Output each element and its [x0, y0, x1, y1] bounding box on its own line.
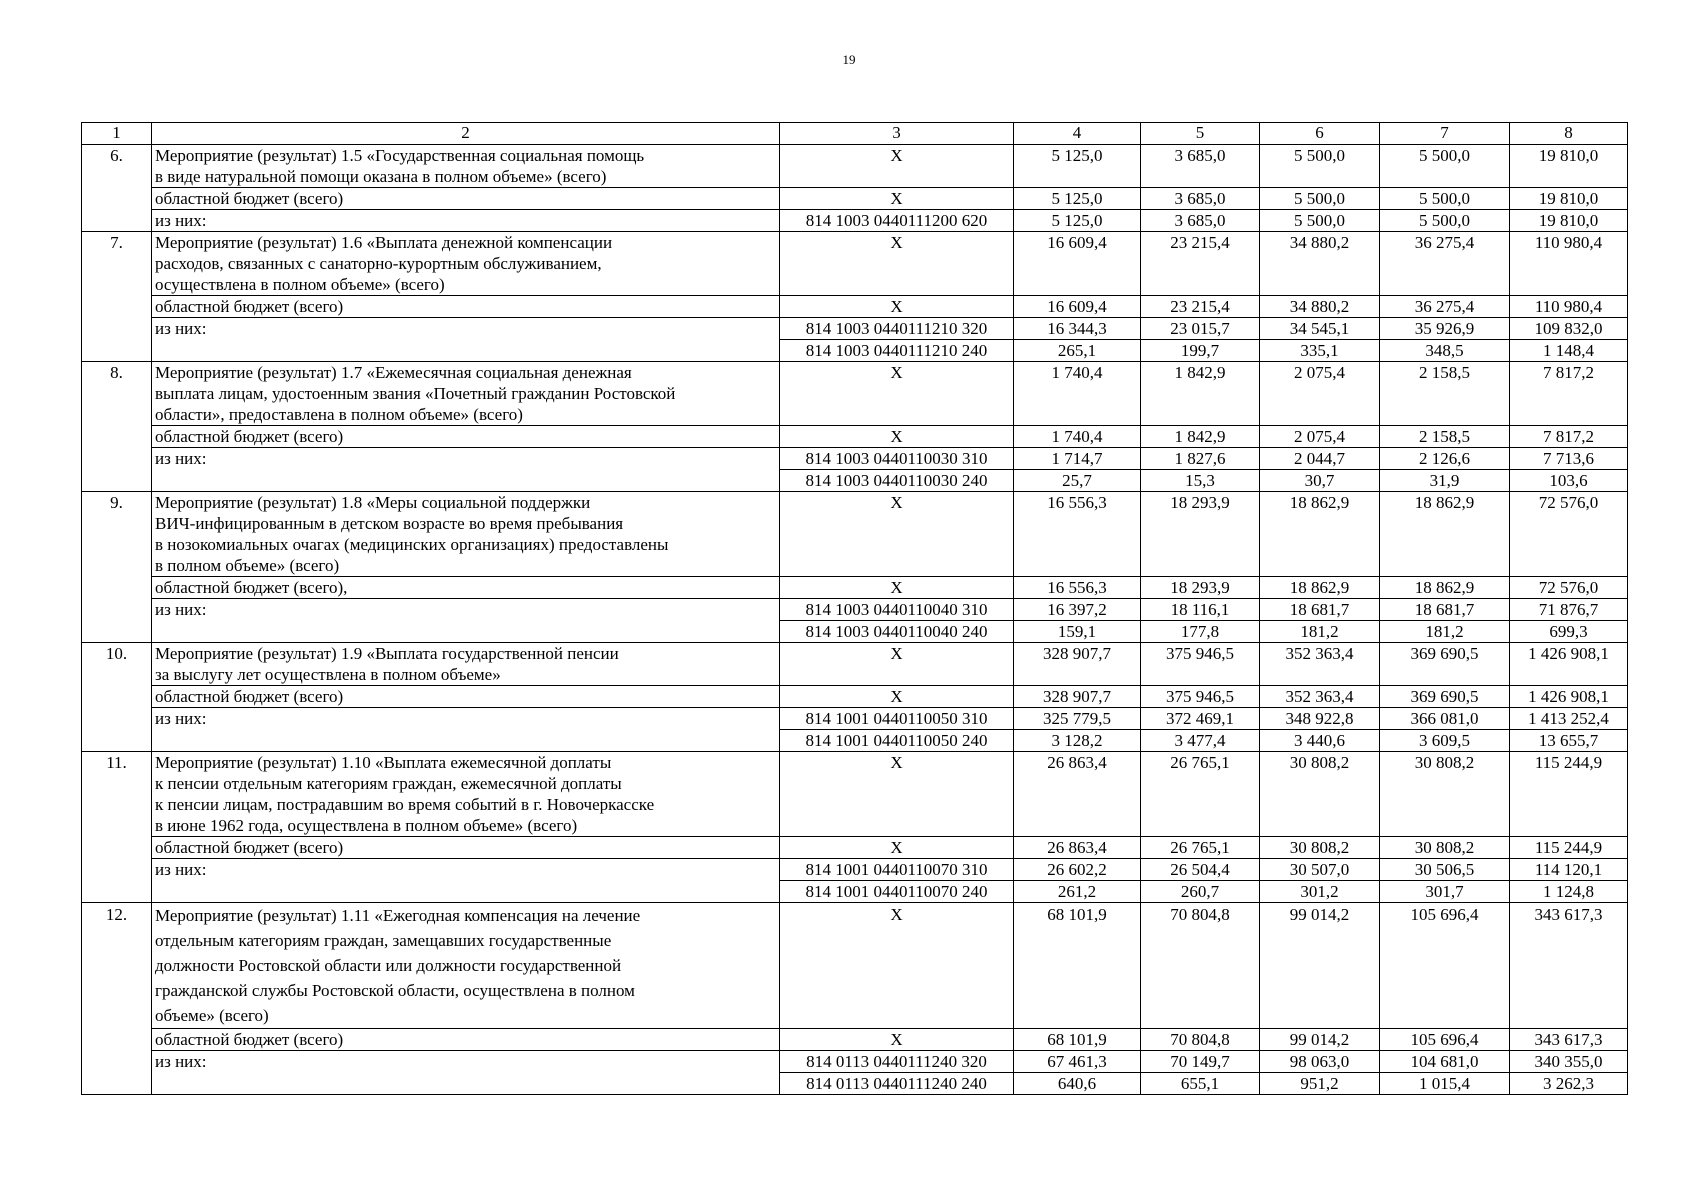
amount-cell: 26 863,4 [1014, 752, 1141, 837]
measure-title-line: расходов, связанных с санаторно-курортным обслуживанием, [155, 254, 602, 273]
amount-cell: 18 681,7 [1260, 599, 1380, 621]
amount-cell: 18 116,1 [1141, 599, 1260, 621]
amount-cell: 5 500,0 [1380, 145, 1510, 188]
measure-title-line: к пенсии отдельным категориям граждан, ежемесячной доплаты [155, 774, 622, 793]
amount-cell: 30 808,2 [1380, 837, 1510, 859]
budget-code: X [780, 686, 1014, 708]
amount-cell: 2 075,4 [1260, 426, 1380, 448]
header-cell: 5 [1141, 123, 1260, 145]
sub-label: из них: [152, 210, 780, 232]
amount-cell: 16 397,2 [1014, 599, 1141, 621]
header-cell: 2 [152, 123, 780, 145]
amount-cell: 36 275,4 [1380, 296, 1510, 318]
amount-cell: 23 215,4 [1141, 296, 1260, 318]
amount-cell: 7 817,2 [1510, 362, 1628, 426]
amount-cell: 99 014,2 [1260, 903, 1380, 1029]
budget-code: X [780, 426, 1014, 448]
amount-cell: 30,7 [1260, 470, 1380, 492]
header-cell: 7 [1380, 123, 1510, 145]
amount-cell: 16 609,4 [1014, 232, 1141, 296]
amount-cell: 68 101,9 [1014, 903, 1141, 1029]
amount-cell: 34 545,1 [1260, 318, 1380, 340]
amount-cell: 2 075,4 [1260, 362, 1380, 426]
measure-title-line: отдельным категориям граждан, замещавших государственные [155, 931, 612, 950]
budget-code: 814 1003 0440110040 240 [780, 621, 1014, 643]
measure-row [82, 643, 1628, 686]
amount-cell: 1 740,4 [1014, 426, 1141, 448]
budget-code: X [780, 296, 1014, 318]
amount-cell: 3 128,2 [1014, 730, 1141, 752]
amount-cell: 114 120,1 [1510, 859, 1628, 881]
amount-cell: 5 500,0 [1260, 145, 1380, 188]
amount-cell: 105 696,4 [1380, 903, 1510, 1029]
amount-cell: 16 556,3 [1014, 492, 1141, 577]
budget-code: 814 1003 0440110040 310 [780, 599, 1014, 621]
measure-title-line: в июне 1962 года, осуществлена в полном объеме» (всего) [155, 816, 578, 835]
measure-title-line: гражданской службы Ростовской области, осуществлена в полном [155, 981, 635, 1000]
amount-cell: 5 125,0 [1014, 145, 1141, 188]
amount-cell: 369 690,5 [1380, 643, 1510, 686]
budget-label: областной бюджет (всего) [152, 426, 780, 448]
budget-code: 814 1003 0440111210 240 [780, 340, 1014, 362]
amount-cell: 26 863,4 [1014, 837, 1141, 859]
amount-cell: 348,5 [1380, 340, 1510, 362]
amount-cell: 181,2 [1260, 621, 1380, 643]
amount-cell: 343 617,3 [1510, 1029, 1628, 1051]
amount-cell: 67 461,3 [1014, 1051, 1141, 1073]
header-cell: 4 [1014, 123, 1141, 145]
measure-row [82, 752, 1628, 837]
sub-label: из них: [152, 708, 780, 752]
amount-cell: 23 015,7 [1141, 318, 1260, 340]
row-number: 9. [82, 492, 152, 643]
measure-title-line: за выслугу лет осуществлена в полном объеме» [155, 665, 501, 684]
measure-row [82, 362, 1628, 426]
budget-code: X [780, 577, 1014, 599]
amount-cell: 70 149,7 [1141, 1051, 1260, 1073]
amount-cell: 25,7 [1014, 470, 1141, 492]
amount-cell: 19 810,0 [1510, 145, 1628, 188]
amount-cell: 369 690,5 [1380, 686, 1510, 708]
header-cell: 8 [1510, 123, 1628, 145]
measure-row [82, 492, 1628, 577]
budget-code: X [780, 232, 1014, 296]
amount-cell: 1 124,8 [1510, 881, 1628, 903]
amount-cell: 260,7 [1141, 881, 1260, 903]
measure-title-line: Мероприятие (результат) 1.7 «Ежемесячная социальная денежная [155, 363, 632, 382]
sub-label: из них: [152, 448, 780, 492]
amount-cell: 5 500,0 [1260, 210, 1380, 232]
measure-row [82, 232, 1628, 296]
amount-cell: 301,2 [1260, 881, 1380, 903]
amount-cell: 1 827,6 [1141, 448, 1260, 470]
budget-label: областной бюджет (всего) [152, 686, 780, 708]
measure-title-line: осуществлена в полном объеме» (всего) [155, 275, 445, 294]
amount-cell: 5 500,0 [1380, 188, 1510, 210]
amount-cell: 68 101,9 [1014, 1029, 1141, 1051]
budget-table-body [82, 123, 1628, 1095]
measure-title-line: выплата лицам, удостоенным звания «Почетный гражданин Ростовской [155, 384, 676, 403]
amount-cell: 159,1 [1014, 621, 1141, 643]
amount-cell: 71 876,7 [1510, 599, 1628, 621]
budget-code: X [780, 492, 1014, 577]
amount-cell: 3 477,4 [1141, 730, 1260, 752]
amount-cell: 372 469,1 [1141, 708, 1260, 730]
budget-code: 814 1001 0440110070 310 [780, 859, 1014, 881]
amount-cell: 31,9 [1380, 470, 1510, 492]
header-cell: 6 [1260, 123, 1380, 145]
sub-label: из них: [152, 599, 780, 643]
amount-cell: 2 126,6 [1380, 448, 1510, 470]
measure-title [152, 903, 780, 1029]
amount-cell: 5 125,0 [1014, 210, 1141, 232]
amount-cell: 72 576,0 [1510, 577, 1628, 599]
amount-cell: 328 907,7 [1014, 643, 1141, 686]
budget-code: X [780, 188, 1014, 210]
expense-code-row [82, 599, 1628, 621]
amount-cell: 1 842,9 [1141, 362, 1260, 426]
measure-title [152, 362, 780, 426]
amount-cell: 3 685,0 [1141, 210, 1260, 232]
sub-label: из них: [152, 318, 780, 362]
amount-cell: 115 244,9 [1510, 837, 1628, 859]
budget-code: X [780, 362, 1014, 426]
amount-cell: 26 765,1 [1141, 752, 1260, 837]
amount-cell: 335,1 [1260, 340, 1380, 362]
amount-cell: 181,2 [1380, 621, 1510, 643]
expense-code-row [82, 708, 1628, 730]
amount-cell: 30 506,5 [1380, 859, 1510, 881]
expense-code-row [82, 1051, 1628, 1073]
amount-cell: 70 804,8 [1141, 903, 1260, 1029]
amount-cell: 103,6 [1510, 470, 1628, 492]
expense-code-row [82, 318, 1628, 340]
measure-title-line: ВИЧ-инфицированным в детском возрасте во время пребывания [155, 514, 624, 533]
amount-cell: 35 926,9 [1380, 318, 1510, 340]
amount-cell: 98 063,0 [1260, 1051, 1380, 1073]
amount-cell: 110 980,4 [1510, 232, 1628, 296]
amount-cell: 70 804,8 [1141, 1029, 1260, 1051]
budget-code: X [780, 752, 1014, 837]
measure-title-line: в виде натуральной помощи оказана в полном объеме» (всего) [155, 167, 607, 186]
amount-cell: 2 158,5 [1380, 362, 1510, 426]
measure-title-line: объеме» (всего) [155, 1006, 269, 1025]
amount-cell: 1 148,4 [1510, 340, 1628, 362]
amount-cell: 352 363,4 [1260, 643, 1380, 686]
amount-cell: 3 685,0 [1141, 145, 1260, 188]
amount-cell: 328 907,7 [1014, 686, 1141, 708]
amount-cell: 1 714,7 [1014, 448, 1141, 470]
budget-label: областной бюджет (всего) [152, 296, 780, 318]
measure-title-line: Мероприятие (результат) 1.10 «Выплата ежемесячной доплаты [155, 753, 612, 772]
amount-cell: 16 344,3 [1014, 318, 1141, 340]
amount-cell: 110 980,4 [1510, 296, 1628, 318]
measure-title [152, 145, 780, 188]
amount-cell: 1 413 252,4 [1510, 708, 1628, 730]
amount-cell: 2 044,7 [1260, 448, 1380, 470]
amount-cell: 375 946,5 [1141, 686, 1260, 708]
measure-title-line: в полном объеме» (всего) [155, 556, 340, 575]
row-number: 12. [82, 903, 152, 1095]
measure-title-line: к пенсии лицам, пострадавшим во время событий в г. Новочеркасске [155, 795, 655, 814]
amount-cell: 3 609,5 [1380, 730, 1510, 752]
amount-cell: 366 081,0 [1380, 708, 1510, 730]
measure-title-line: Мероприятие (результат) 1.8 «Меры социальной поддержки [155, 493, 591, 512]
budget-code: X [780, 837, 1014, 859]
amount-cell: 16 556,3 [1014, 577, 1141, 599]
amount-cell: 1 740,4 [1014, 362, 1141, 426]
budget-code: X [780, 903, 1014, 1029]
regional-budget-row [82, 686, 1628, 708]
amount-cell: 3 685,0 [1141, 188, 1260, 210]
sub-label: из них: [152, 859, 780, 903]
amount-cell: 3 262,3 [1510, 1073, 1628, 1095]
measure-title [152, 643, 780, 686]
amount-cell: 16 609,4 [1014, 296, 1141, 318]
budget-label: областной бюджет (всего) [152, 1029, 780, 1051]
amount-cell: 115 244,9 [1510, 752, 1628, 837]
amount-cell: 18 862,9 [1260, 577, 1380, 599]
amount-cell: 26 765,1 [1141, 837, 1260, 859]
amount-cell: 23 215,4 [1141, 232, 1260, 296]
amount-cell: 325 779,5 [1014, 708, 1141, 730]
amount-cell: 265,1 [1014, 340, 1141, 362]
header-cell: 3 [780, 123, 1014, 145]
measure-title [152, 232, 780, 296]
budget-code: 814 1003 0440110030 310 [780, 448, 1014, 470]
amount-cell: 18 862,9 [1260, 492, 1380, 577]
measure-title-line: Мероприятие (результат) 1.6 «Выплата денежной компенсации [155, 233, 613, 252]
budget-code: 814 0113 0440111240 320 [780, 1051, 1014, 1073]
amount-cell: 105 696,4 [1380, 1029, 1510, 1051]
budget-label: областной бюджет (всего), [152, 577, 780, 599]
amount-cell: 7 817,2 [1510, 426, 1628, 448]
amount-cell: 640,6 [1014, 1073, 1141, 1095]
amount-cell: 99 014,2 [1260, 1029, 1380, 1051]
budget-code: 814 1001 0440110050 310 [780, 708, 1014, 730]
amount-cell: 30 808,2 [1260, 837, 1380, 859]
amount-cell: 26 504,4 [1141, 859, 1260, 881]
budget-label: областной бюджет (всего) [152, 837, 780, 859]
measure-row [82, 903, 1628, 1029]
measure-title-line: области», предоставлена в полном объеме» (всего) [155, 405, 523, 424]
amount-cell: 30 507,0 [1260, 859, 1380, 881]
amount-cell: 72 576,0 [1510, 492, 1628, 577]
amount-cell: 343 617,3 [1510, 903, 1628, 1029]
amount-cell: 7 713,6 [1510, 448, 1628, 470]
budget-code: X [780, 1029, 1014, 1051]
budget-code: 814 1001 0440110050 240 [780, 730, 1014, 752]
budget-code: 814 1003 0440111200 620 [780, 210, 1014, 232]
amount-cell: 348 922,8 [1260, 708, 1380, 730]
amount-cell: 655,1 [1141, 1073, 1260, 1095]
row-number: 11. [82, 752, 152, 903]
amount-cell: 109 832,0 [1510, 318, 1628, 340]
measure-title-line: Мероприятие (результат) 1.11 «Ежегодная компенсация на лечение [155, 906, 641, 925]
amount-cell: 177,8 [1141, 621, 1260, 643]
amount-cell: 199,7 [1141, 340, 1260, 362]
row-number: 6. [82, 145, 152, 232]
measure-title-line: Мероприятие (результат) 1.9 «Выплата государственной пенсии [155, 644, 619, 663]
table-header-row [82, 123, 1628, 145]
amount-cell: 951,2 [1260, 1073, 1380, 1095]
budget-table [81, 122, 1628, 1095]
amount-cell: 5 125,0 [1014, 188, 1141, 210]
amount-cell: 15,3 [1141, 470, 1260, 492]
amount-cell: 352 363,4 [1260, 686, 1380, 708]
amount-cell: 30 808,2 [1260, 752, 1380, 837]
amount-cell: 19 810,0 [1510, 188, 1628, 210]
regional-budget-row [82, 1029, 1628, 1051]
expense-code-row [82, 859, 1628, 881]
amount-cell: 2 158,5 [1380, 426, 1510, 448]
amount-cell: 261,2 [1014, 881, 1141, 903]
amount-cell: 1 842,9 [1141, 426, 1260, 448]
measure-row [82, 145, 1628, 188]
amount-cell: 5 500,0 [1260, 188, 1380, 210]
amount-cell: 1 015,4 [1380, 1073, 1510, 1095]
amount-cell: 19 810,0 [1510, 210, 1628, 232]
amount-cell: 104 681,0 [1380, 1051, 1510, 1073]
row-number: 8. [82, 362, 152, 492]
budget-code: X [780, 145, 1014, 188]
regional-budget-row [82, 577, 1628, 599]
measure-title [152, 752, 780, 837]
regional-budget-row [82, 296, 1628, 318]
measure-title-line: в нозокомиальных очагах (медицинских организациях) предоставлены [155, 535, 669, 554]
budget-label: областной бюджет (всего) [152, 188, 780, 210]
budget-code: 814 1001 0440110070 240 [780, 881, 1014, 903]
page-number: 19 [842, 52, 856, 67]
expense-code-row [82, 210, 1628, 232]
regional-budget-row [82, 426, 1628, 448]
amount-cell: 18 862,9 [1380, 577, 1510, 599]
measure-title-line: должности Ростовской области или должности государственной [155, 956, 622, 975]
sub-label: из них: [152, 1051, 780, 1095]
amount-cell: 34 880,2 [1260, 232, 1380, 296]
amount-cell: 18 862,9 [1380, 492, 1510, 577]
amount-cell: 301,7 [1380, 881, 1510, 903]
header-cell: 1 [82, 123, 152, 145]
amount-cell: 5 500,0 [1380, 210, 1510, 232]
row-number: 7. [82, 232, 152, 362]
measure-title-line: Мероприятие (результат) 1.5 «Государственная социальная помощь [155, 146, 645, 165]
amount-cell: 18 293,9 [1141, 492, 1260, 577]
amount-cell: 340 355,0 [1510, 1051, 1628, 1073]
amount-cell: 3 440,6 [1260, 730, 1380, 752]
amount-cell: 375 946,5 [1141, 643, 1260, 686]
budget-code: 814 1003 0440111210 320 [780, 318, 1014, 340]
expense-code-row [82, 448, 1628, 470]
amount-cell: 26 602,2 [1014, 859, 1141, 881]
budget-code: 814 1003 0440110030 240 [780, 470, 1014, 492]
amount-cell: 18 681,7 [1380, 599, 1510, 621]
row-number: 10. [82, 643, 152, 752]
regional-budget-row [82, 188, 1628, 210]
budget-code: X [780, 643, 1014, 686]
budget-code: 814 0113 0440111240 240 [780, 1073, 1014, 1095]
amount-cell: 18 293,9 [1141, 577, 1260, 599]
amount-cell: 30 808,2 [1380, 752, 1510, 837]
amount-cell: 36 275,4 [1380, 232, 1510, 296]
amount-cell: 1 426 908,1 [1510, 686, 1628, 708]
amount-cell: 1 426 908,1 [1510, 643, 1628, 686]
regional-budget-row [82, 837, 1628, 859]
amount-cell: 13 655,7 [1510, 730, 1628, 752]
measure-title [152, 492, 780, 577]
amount-cell: 699,3 [1510, 621, 1628, 643]
amount-cell: 34 880,2 [1260, 296, 1380, 318]
